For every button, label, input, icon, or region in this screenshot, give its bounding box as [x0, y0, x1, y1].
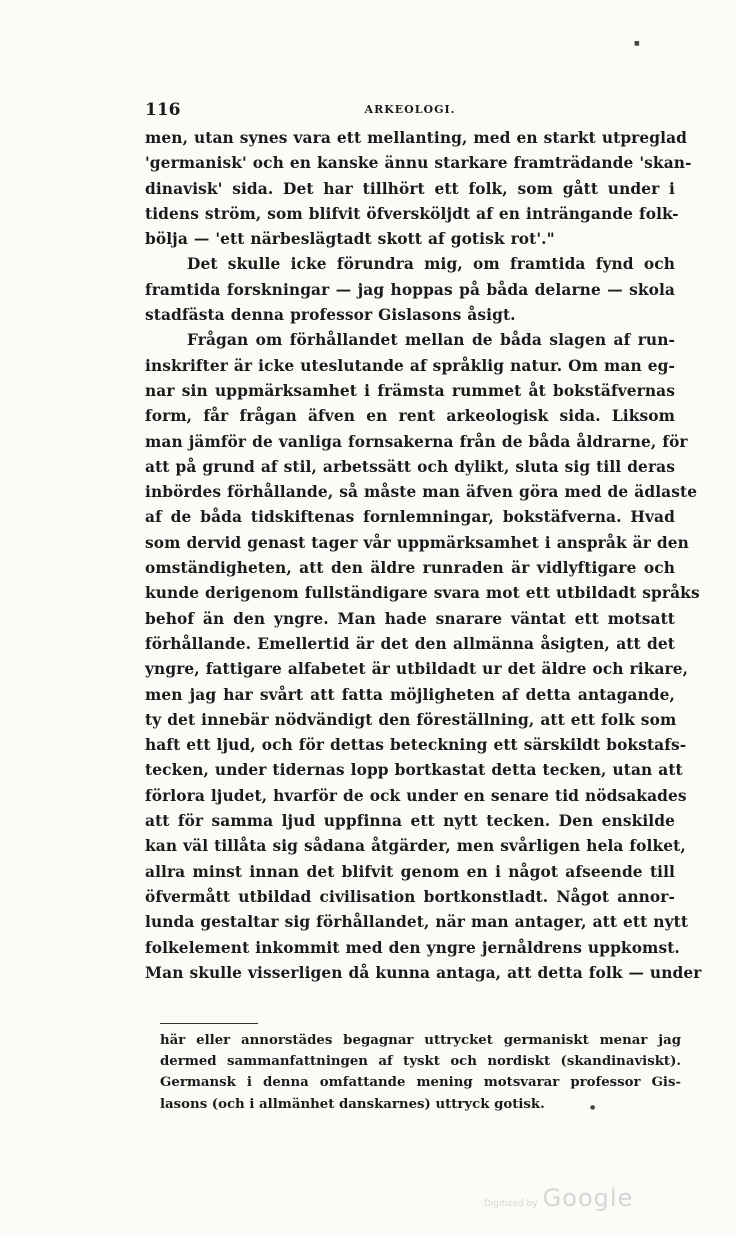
text-line: öfvermått utbildad civilisation bortkonstladt. Något annor-: [145, 887, 675, 906]
text-line: Det skulle icke förundra mig, om framtida fynd och: [187, 255, 675, 274]
text-line: yngre, fattigare alfabetet är utbildadt ur det äldre och rikare,: [145, 660, 689, 679]
text-line: Frågan om förhållandet mellan de båda slagen af run-: [187, 331, 675, 350]
text-line: allra minst innan det blifvit genom en i något afseende till: [145, 862, 675, 881]
text-line: tecken, under tidernas lopp bortkastat detta tecken, utan att: [145, 761, 683, 780]
digitized-watermark: [484, 1184, 633, 1212]
text-line: bölja — 'ett närbeslägtadt skott af gotisk rot'.": [145, 230, 555, 249]
text-line: omständigheten, att den äldre runraden är vidlyftigare och: [145, 559, 675, 578]
footnote-line: lasons (och i allmänhet danskarnes) uttryck gotisk.: [160, 1096, 545, 1112]
text-line: kan väl tillåta sig sådana åtgärder, men svårligen hela folket,: [145, 837, 686, 856]
footnote-divider: [160, 1023, 258, 1024]
footnote-line: här eller annorstädes begagnar uttrycket germaniskt menar jag: [160, 1033, 681, 1048]
footnote: [160, 1030, 681, 1115]
watermark-logo: Google: [542, 1184, 634, 1212]
text-line: haft ett ljud, och för dettas beteckning ett särskildt bokstafs-: [145, 736, 687, 755]
text-line: nar sin uppmärksamhet i främsta rummet åt bokstäfvernas: [145, 381, 675, 400]
speck-mark: ■: [634, 40, 640, 47]
text-line: kunde derigenom fullständigare svara mot ett utbildadt språks: [145, 584, 700, 603]
text-line: som dervid genast tager vår uppmärksamhet i anspråk är den: [145, 533, 689, 552]
text-line: folkelement inkommit med den yngre jernåldrens uppkomst.: [145, 938, 680, 957]
text-line: Man skulle visserligen då kunna antaga, att detta folk — under: [145, 963, 702, 982]
footnote-line: Germansk i denna omfattande mening motsvarar professor Gis-: [160, 1075, 681, 1091]
text-line: dinavisk' sida. Det har tillhört ett folk, som gått under i: [145, 179, 675, 198]
text-line: att för samma ljud uppfinna ett nytt tecken. Den enskilde: [145, 812, 675, 831]
speck-mark: ●: [590, 1104, 596, 1111]
text-line: stadfästa denna professor Gislasons åsigt.: [145, 306, 516, 325]
text-line: form, får frågan äfven en rent arkeologisk sida. Liksom: [145, 407, 675, 426]
text-line: ty det innebär nödvändigt den föreställning, att ett folk som: [145, 710, 677, 729]
text-line: behof än den yngre. Man hade snarare väntat ett motsatt: [145, 609, 675, 628]
footnote-line: dermed sammanfattningen af tyskt och nordiskt (skandinaviskt).: [160, 1054, 681, 1070]
text-line: förlora ljudet, hvarför de ock under en senare tid nödsakades: [145, 786, 687, 805]
text-line: men, utan synes vara ett mellanting, med en starkt utpreglad: [145, 129, 688, 147]
running-head: ARKEOLOGI.: [364, 103, 456, 116]
body-text: [145, 126, 702, 986]
text-line: tidens ström, som blifvit öfversköljdt af en inträngande folk-: [145, 204, 679, 223]
text-line: men jag har svårt att fatta möjligheten af detta antagande,: [145, 685, 675, 704]
text-line: lunda gestaltar sig förhållandet, när man antager, att ett nytt: [145, 913, 689, 932]
text-line: inbördes förhållande, så måste man äfven göra med de ädlaste: [145, 483, 698, 502]
page-number: 116: [145, 100, 181, 120]
text-line: att på grund af stil, arbetssätt och dylikt, sluta sig till deras: [145, 457, 675, 476]
page-header: [145, 100, 675, 124]
text-line: inskrifter är icke uteslutande af språklig natur. Om man eg-: [145, 356, 675, 375]
watermark-small: Digitized by: [484, 1199, 538, 1209]
text-line: man jämför de vanliga fornsakerna från de båda åldrarne, för: [145, 432, 688, 451]
text-line: 'germanisk' och en kanske ännu starkare framträdande 'skan-: [145, 154, 692, 173]
text-line: af de båda tidskiftenas fornlemningar, bokstäfverna. Hvad: [145, 508, 675, 527]
text-line: framtida forskningar — jag hoppas på båda delarne — skola: [145, 280, 675, 299]
text-line: förhållande. Emellertid är det den allmänna åsigten, att det: [145, 634, 675, 653]
